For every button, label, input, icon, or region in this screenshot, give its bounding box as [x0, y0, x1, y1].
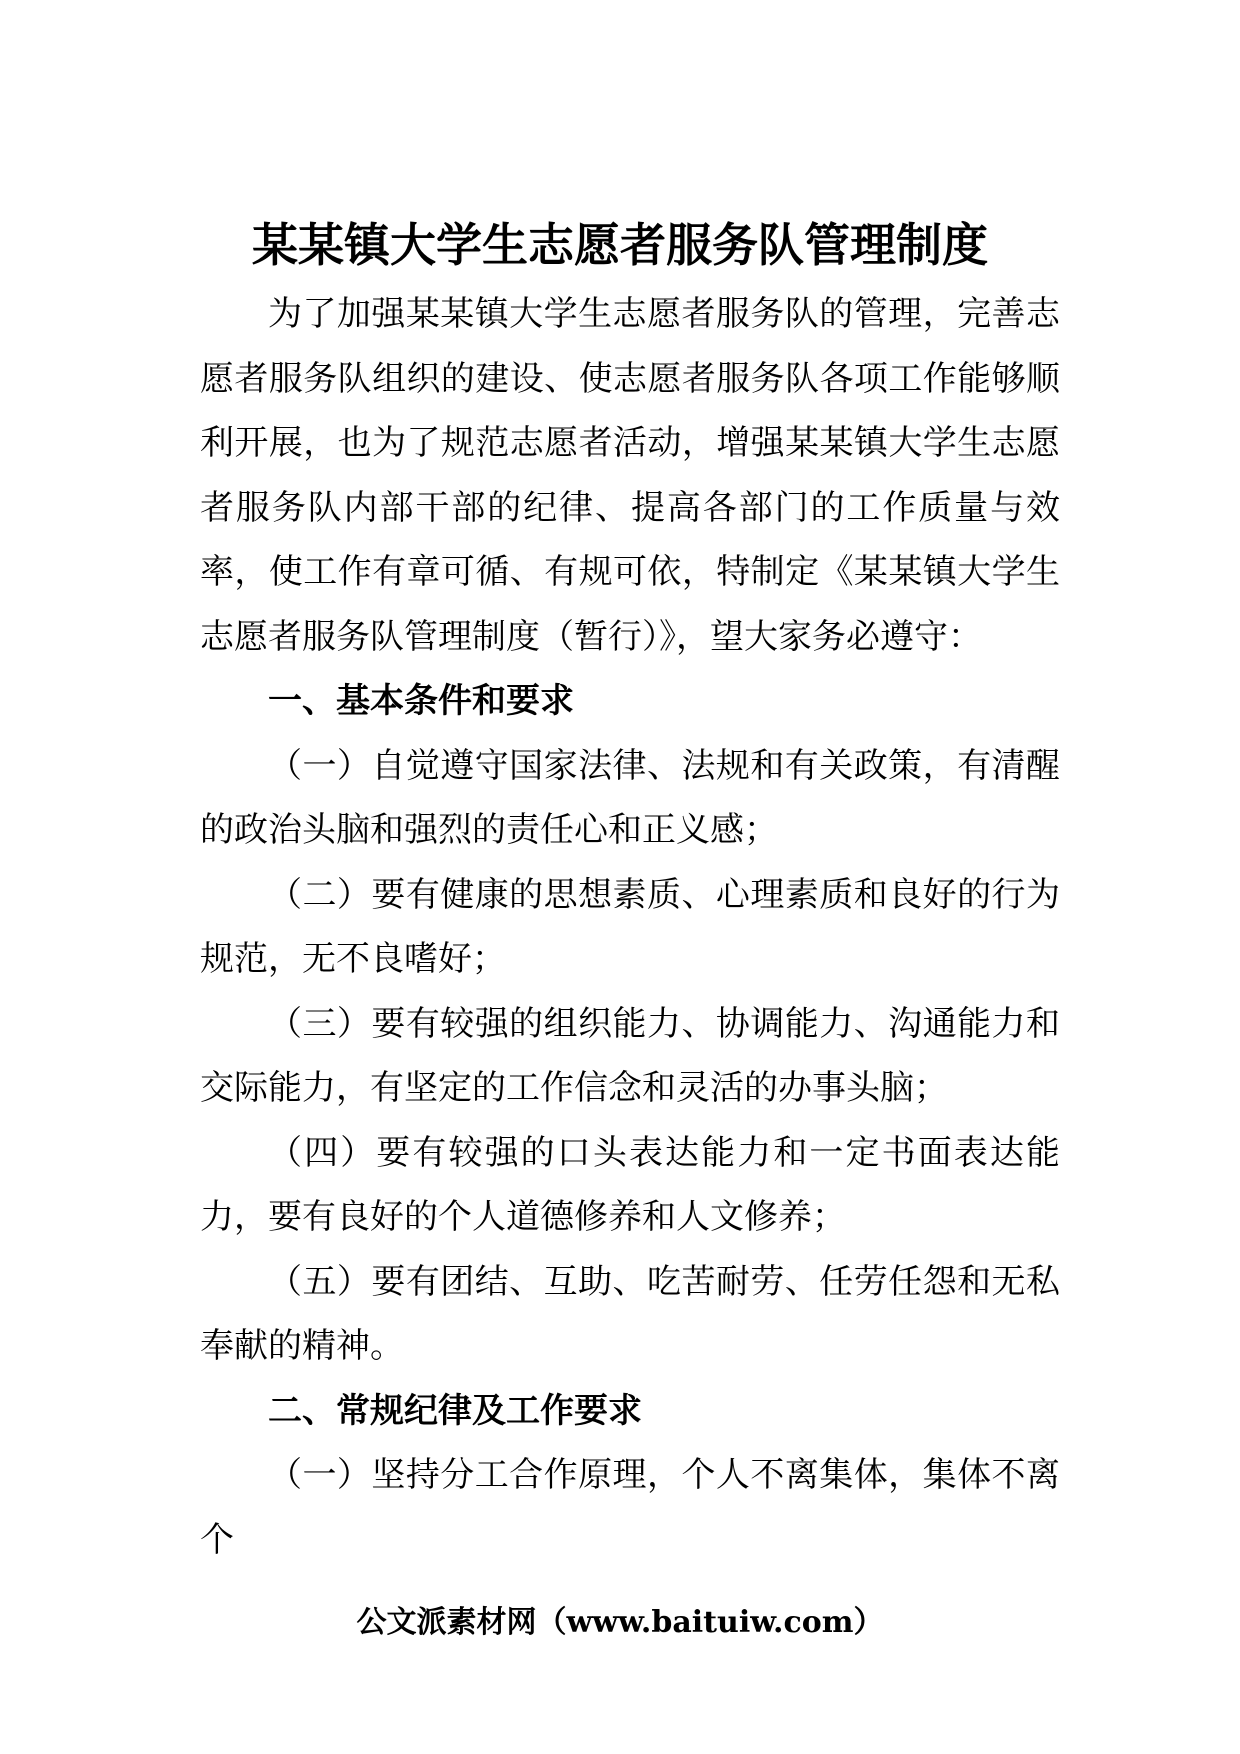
requirement-item-1: （一）自觉遵守国家法律、法规和有关政策，有清醒的政治头脑和强烈的责任心和正义感；	[200, 745, 1060, 850]
discipline-item-1: （一）坚持分工合作原理，个人不离集体，集体不离个	[200, 1455, 1060, 1560]
document-body	[200, 282, 1060, 1572]
requirement-item-5: （五）要有团结、互助、吃苦耐劳、任劳任怨和无私奉献的精神。	[200, 1261, 1060, 1366]
requirement-item-4: （四）要有较强的口头表达能力和一定书面表达能力，要有良好的个人道德修养和人文修养；	[200, 1132, 1060, 1237]
requirement-item-2: （二）要有健康的思想素质、心理素质和良好的行为规范，无不良嗜好；	[200, 874, 1060, 979]
requirement-item-3: （三）要有较强的组织能力、协调能力、沟通能力和交际能力，有坚定的工作信念和灵活的办事头脑；	[200, 1003, 1060, 1108]
section-heading-discipline: 二、常规纪律及工作要求	[268, 1390, 642, 1431]
document-title: 某某镇大学生志愿者服务队管理制度	[252, 218, 988, 272]
footer-watermark: 公文派素材网（www.baituiw.com）	[356, 1605, 884, 1640]
intro-paragraph: 为了加强某某镇大学生志愿者服务队的管理，完善志愿者服务队组织的建设、使志愿者服务队各项工作能够顺利开展，也为了规范志愿者活动，增强某某镇大学生志愿者服务队内部干部的纪律、提高各部门的工作质量与效率，使工作有章可循、有规可依，特制定《某某镇大学生志愿者服务队管理制度（暂行）》，望大家务必遵守：	[200, 294, 1060, 657]
section-heading-basic-requirements: 一、基本条件和要求	[268, 681, 574, 721]
